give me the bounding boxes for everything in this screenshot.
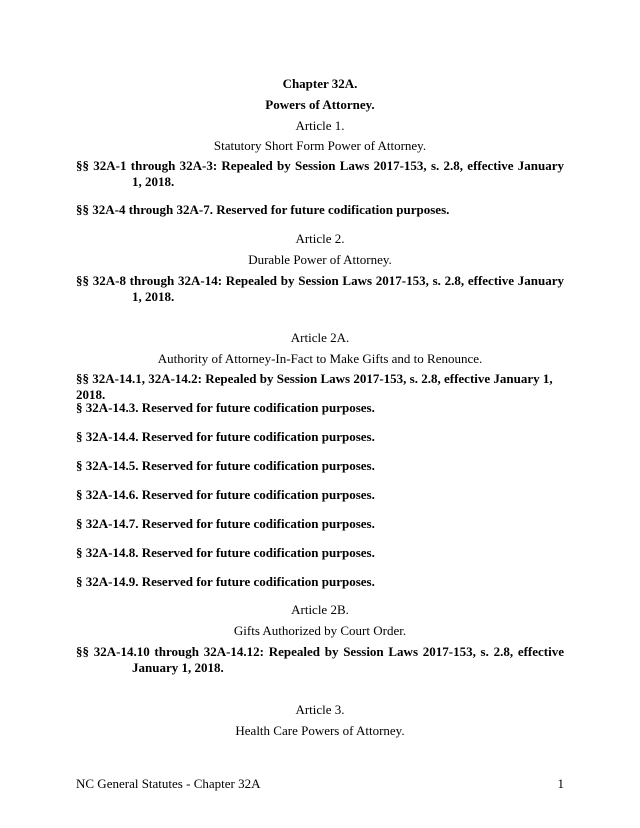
article-2b-title: Gifts Authorized by Court Order.: [233, 623, 407, 638]
section-entry: §§ 32A-4 through 32A-7. Reserved for future codification purposes.: [76, 202, 450, 217]
article-2a-number: Article 2A.: [290, 330, 350, 345]
article-1-number: Article 1.: [295, 118, 345, 133]
article-1-title: Statutory Short Form Power of Attorney.: [213, 138, 427, 153]
article-2-number: Article 2.: [295, 231, 345, 246]
article-2b-number: Article 2B.: [291, 602, 349, 617]
section-entry: § 32A-14.3. Reserved for future codification purposes.: [76, 400, 375, 415]
section-entry: § 32A-14.7. Reserved for future codification purposes.: [76, 516, 375, 531]
section-entry: § 32A-14.6. Reserved for future codification purposes.: [76, 487, 375, 502]
section-entry: § 32A-14.9. Reserved for future codification purposes.: [76, 574, 375, 589]
section-entry: §§ 32A-14.1, 32A-14.2: Repealed by Session Laws 2017-153, s. 2.8, effective January 1, 2018.: [76, 371, 553, 402]
footer-label: NC General Statutes - Chapter 32A: [76, 776, 261, 791]
article-3-title: Health Care Powers of Attorney.: [235, 723, 405, 738]
article-2a-title: Authority of Attorney-In-Fact to Make Gifts and to Renounce.: [157, 351, 483, 366]
page-number: 1: [557, 776, 564, 791]
section-entry: §§ 32A-14.10 through 32A-14.12: Repealed by Session Laws 2017-153, s. 2.8, effective January 1, 2018.: [76, 644, 564, 675]
article-3-number: Article 3.: [295, 702, 345, 717]
chapter-title: Chapter 32A.: [282, 76, 358, 91]
chapter-subtitle: Powers of Attorney.: [265, 97, 375, 112]
section-entry: § 32A-14.8. Reserved for future codification purposes.: [76, 545, 375, 560]
article-2-title: Durable Power of Attorney.: [248, 252, 392, 267]
section-entry: § 32A-14.5. Reserved for future codification purposes.: [76, 458, 375, 473]
section-entry: §§ 32A-8 through 32A-14: Repealed by Session Laws 2017-153, s. 2.8, effective January 1, 2018.: [76, 273, 564, 304]
section-entry: §§ 32A-1 through 32A-3: Repealed by Session Laws 2017-153, s. 2.8, effective January 1, 2018.: [76, 158, 564, 189]
section-entry: § 32A-14.4. Reserved for future codification purposes.: [76, 429, 375, 444]
